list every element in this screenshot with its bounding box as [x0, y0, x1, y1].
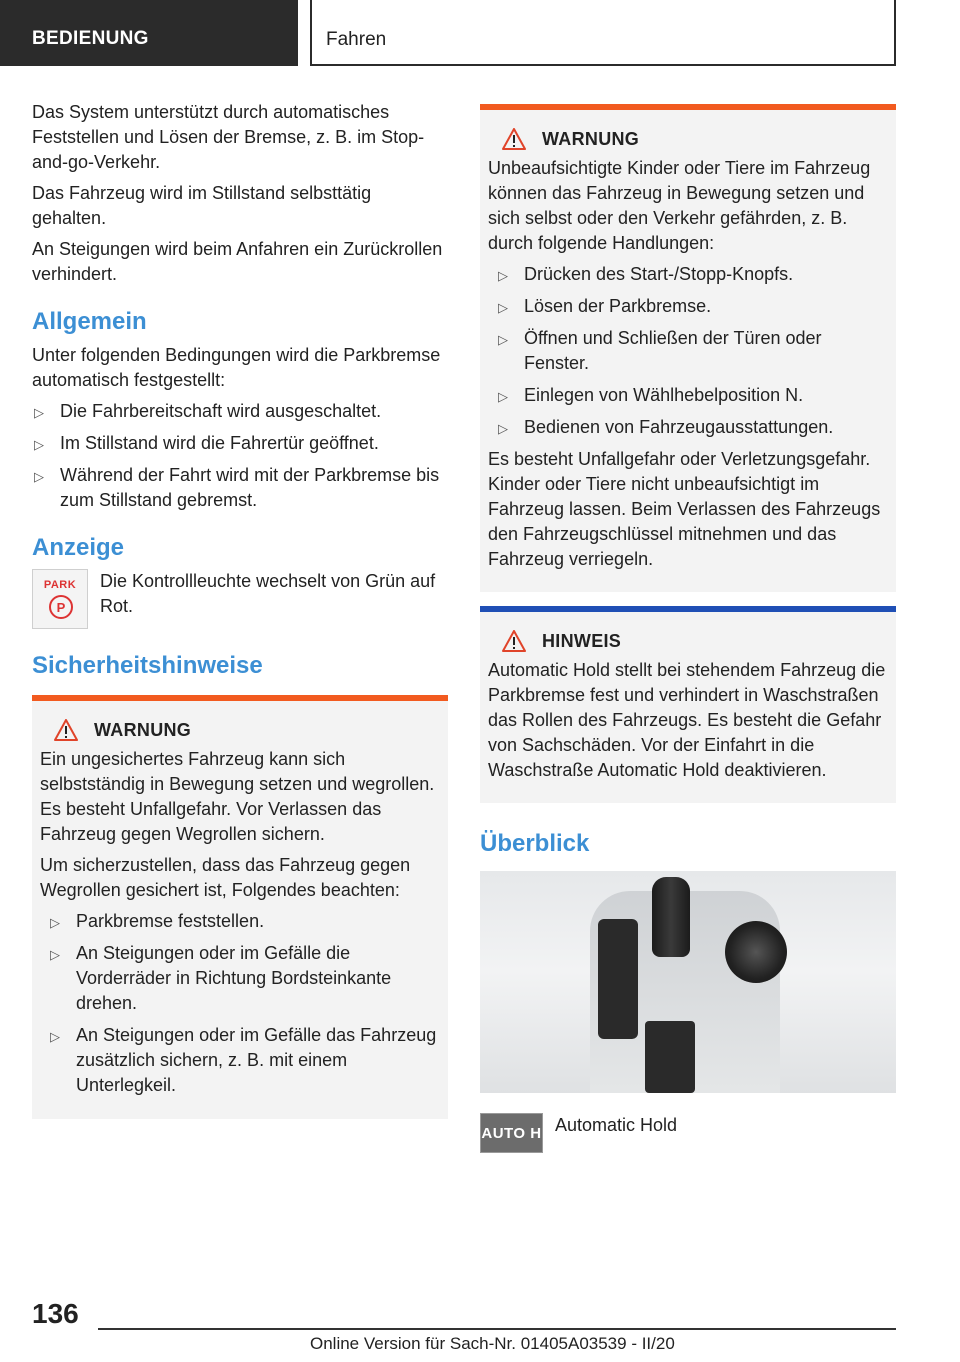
- list-item: ▷ Drücken des Start-/Stopp-Knopfs.: [488, 262, 888, 287]
- page-header: [0, 0, 960, 66]
- heading-ueberblick: Überblick: [480, 830, 590, 857]
- list-item: ▷ Öffnen und Schließen der Türen oder Fenster.: [498, 328, 822, 373]
- page-number: 136: [32, 1298, 79, 1329]
- triangle-bullet-icon: ▷: [498, 300, 508, 315]
- list-item: ▷ Bedienen von Fahrzeugausstattungen.: [488, 415, 888, 440]
- intro-paragraph: Das Fahrzeug wird im Stillstand selbsttätig gehalten.: [32, 183, 372, 228]
- autoh-caption: Automatic Hold: [555, 1115, 678, 1135]
- warning-triangle-icon: [502, 128, 526, 150]
- intro-paragraph: An Steigungen wird beim Anfahren ein Zurückrollen verhindert.: [32, 239, 443, 284]
- warning-text: Unbeaufsichtigte Kinder oder Tiere im Fahrzeug können das Fahrzeug in Bewegung setzen und sich selbst oder den Verkehr gefährden, z. B. durch folgende Handlungen:: [488, 158, 871, 253]
- triangle-bullet-icon: ▷: [34, 405, 44, 420]
- autoh-row: [480, 1113, 896, 1153]
- warning-text: Um sicherzustellen, dass das Fahrzeug gegen Wegrollen gesichert ist, Folgendes beachten:: [40, 855, 411, 900]
- warning-triangle-icon: [54, 719, 78, 741]
- left-column: [32, 100, 448, 1119]
- anzeige-row: [32, 569, 448, 629]
- triangle-bullet-icon: ▷: [34, 437, 44, 452]
- chapter-tab: [0, 0, 298, 66]
- allgemein-list: [32, 399, 448, 513]
- warning-text: Es besteht Unfallgefahr oder Verletzungsgefahr. Kinder oder Tiere nicht unbeaufsichtigt im Fahrzeug lassen. Beim Verlassen des Fahrzeugs den Fahrzeugschlüssel mitnehmen und das Fahrzeug verriegeln.: [488, 449, 881, 569]
- warning-text: Ein ungesichertes Fahrzeug kann sich selbstständig in Bewegung setzen und wegrollen. Es besteht Unfallgefahr. Vor Verlassen das Fahrzeug gegen Wegrollen sichern.: [40, 749, 435, 844]
- triangle-bullet-icon: ▷: [498, 332, 508, 347]
- warning-title: WARNUNG: [502, 128, 888, 150]
- intro-paragraph: Das System unterstützt durch automatisches Feststellen und Lösen der Bremse, z. B. im Stop-and-go-Verkehr.: [32, 102, 425, 172]
- warning-box: [32, 695, 448, 1119]
- list-item: ▷ Im Stillstand wird die Fahrertür geöffnet.: [32, 431, 448, 456]
- warning-list: [488, 262, 888, 440]
- section-title: Fahren: [326, 29, 387, 50]
- triangle-bullet-icon: ▷: [34, 469, 44, 484]
- warning-box-children: [480, 104, 896, 592]
- heading-sicherheitshinweise: Sicherheitshinweise: [32, 652, 263, 679]
- list-item: ▷ Die Fahrbereitschaft wird ausgeschaltet.: [32, 399, 448, 424]
- list-item: ▷ Während der Fahrt wird mit der Parkbremse bis zum Stillstand gebremst.: [34, 465, 440, 510]
- center-console-photo: [480, 871, 896, 1093]
- triangle-bullet-icon: ▷: [50, 915, 60, 930]
- triangle-bullet-icon: ▷: [50, 1029, 60, 1044]
- chapter-title: BEDIENUNG: [32, 28, 149, 49]
- note-text: Automatic Hold stellt bei stehendem Fahrzeug die Parkbremse fest und verhindert in Waschstraßen das Rollen des Fahrzeugs. Es besteht die Gefahr von Sachschäden. Vor der Einfahrt in die Waschstraße Automatic Hold deaktivieren.: [488, 660, 886, 780]
- right-column: [480, 100, 896, 1153]
- section-tab: [310, 0, 896, 66]
- warning-triangle-icon: [502, 630, 526, 652]
- anzeige-text: Die Kontrollleuchte wechselt von Grün auf Rot.: [100, 571, 436, 616]
- list-item: ▷ An Steigungen oder im Gefälle das Fahrzeug zusätzlich sichern, z. B. mit einem Unterlegkeil.: [50, 1025, 437, 1095]
- warning-title: WARNUNG: [54, 719, 440, 741]
- triangle-bullet-icon: ▷: [498, 389, 508, 404]
- allgemein-text: Unter folgenden Bedingungen wird die Parkbremse automatisch festgestellt:: [32, 345, 441, 390]
- triangle-bullet-icon: ▷: [498, 268, 508, 283]
- footer-divider: [98, 1328, 896, 1330]
- list-item: ▷ Einlegen von Wählhebelposition N.: [488, 383, 888, 408]
- list-item: ▷ An Steigungen oder im Gefälle die Vorderräder in Richtung Bordsteinkante drehen.: [50, 943, 392, 1013]
- heading-anzeige: Anzeige: [32, 534, 125, 561]
- note-title: HINWEIS: [502, 630, 888, 652]
- list-item: ▷ Lösen der Parkbremse.: [488, 294, 888, 319]
- park-brake-indicator-icon: PARK P: [32, 569, 88, 629]
- note-box: [480, 606, 896, 803]
- auto-hold-button-icon: AUTO H: [480, 1113, 543, 1153]
- triangle-bullet-icon: ▷: [498, 421, 508, 436]
- footer-text: Online Version für Sach-Nr. 01405A03539 - II/20: [310, 1334, 675, 1353]
- heading-allgemein: Allgemein: [32, 308, 147, 335]
- list-item: ▷ Parkbremse feststellen.: [40, 909, 440, 934]
- warning-list: [40, 909, 440, 1098]
- triangle-bullet-icon: ▷: [50, 947, 60, 962]
